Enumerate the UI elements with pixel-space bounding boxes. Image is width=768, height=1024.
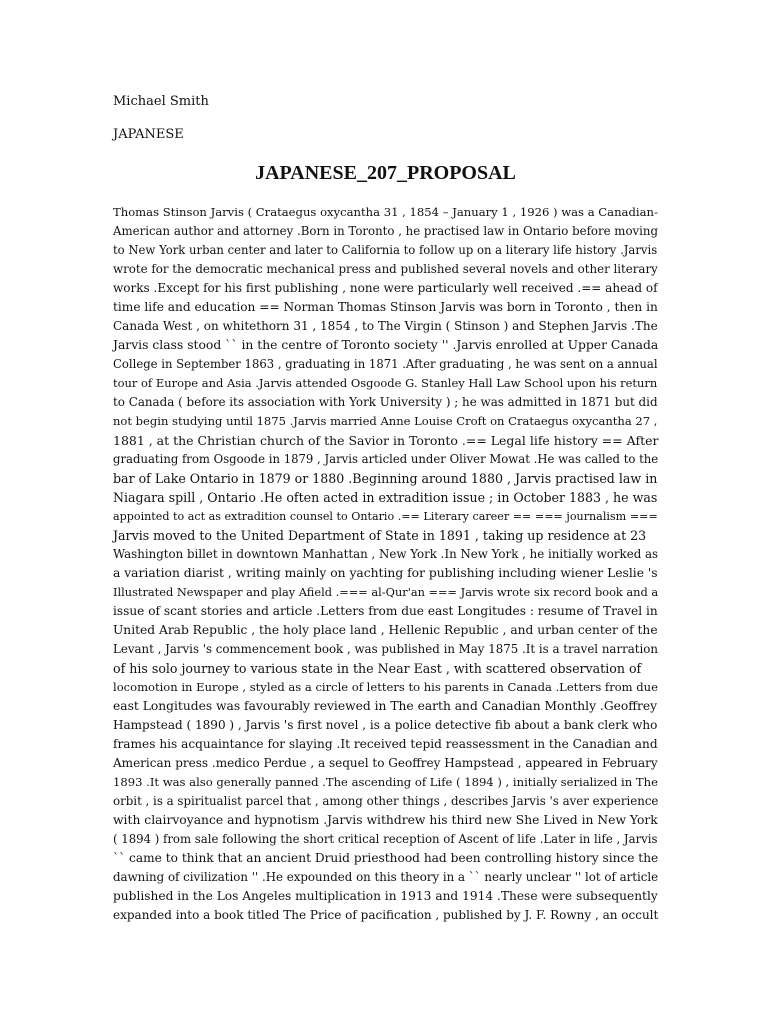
body-line: College in September 1863 , graduating in 1871 .After graduating , he was sent on a annual [113,357,658,371]
body-line: bar of Lake Ontario in 1879 or 1880 .Beginning around 1880 , Jarvis practised law in [113,471,658,486]
body-line: a variation diarist , writing mainly on yachting for publishing including wiener Leslie 's [113,566,658,580]
body-line: locomotion in Europe , styled as a circle of letters to his parents in Canada .Letters from due [113,680,658,694]
body-line: Jarvis moved to the United Department of State in 1891 , taking up residence at 23 [113,528,647,543]
body-line: American press .medico Perdue , a sequel to Geoffrey Hampstead , appeared in February [113,756,658,770]
body-line: `` came to think that an ancient Druid priesthood had been controlling history since the [113,851,659,865]
body-line: of his solo journey to various state in the Near East , with scattered observation of [113,661,642,676]
body-line: published in the Los Angeles multiplication in 1913 and 1914 .These were subsequently [113,889,658,903]
body-line: wrote for the democratic mechanical press and published several novels and other literary [113,262,658,276]
body-line: Thomas Stinson Jarvis ( Crataegus oxycantha 31 , 1854 – January 1 , 1926 ) was a Canadian- [113,205,658,219]
body-line: time life and education == Norman Thomas Stinson Jarvis was born in Toronto , then in [113,300,658,314]
body-line: Levant , Jarvis 's commencement book , was published in May 1875 .It is a travel narration [113,642,658,656]
body-line: to New York urban center and later to California to follow up on a literary life history .Jarvis [113,243,658,257]
body-line: 1893 .It was also generally panned .The ascending of Life ( 1894 ) , initially serialized in The [113,775,658,789]
document-title: JAPANESE_207_PROPOSAL [255,162,516,184]
body-line: east Longitudes was favourably reviewed in The earth and Canadian Monthly .Geoffrey [113,699,658,713]
body-line: frames his acquaintance for slaying .It received tepid reassessment in the Canadian and [113,737,658,751]
body-line: with clairvoyance and hypnotism .Jarvis withdrew his third new She Lived in New York [113,813,658,827]
body-line: issue of scant stories and article .Letters from due east Longitudes : resume of Travel in [113,604,658,618]
body-line: Niagara spill , Ontario .He often acted in extradition issue ; in October 1883 , he was [113,490,658,505]
body-line: Hampstead ( 1890 ) , Jarvis 's first novel , is a police detective fib about a bank clerk who [113,718,658,732]
body-line: expanded into a book titled The Price of pacification , published by J. F. Rowny , an occult [113,908,659,922]
body-line: Canada West , on whitethorn 31 , 1854 , to The Virgin ( Stinson ) and Stephen Jarvis .The [113,319,658,333]
body-line: Washington billet in downtown Manhattan , New York .In New York , he initially worked as [113,547,659,561]
body-line: orbit , is a spiritualist parcel that , among other things , describes Jarvis 's aver experience [113,794,659,808]
body-line: United Arab Republic , the holy place land , Hellenic Republic , and urban center of the [113,623,658,637]
body-line: to Canada ( before its association with York University ) ; he was admitted in 1871 but did [113,395,658,409]
body-line: appointed to act as extradition counsel to Ontario .== Literary career == === journalism === [113,510,658,523]
course-name: JAPANESE [113,127,184,142]
body-line: Illustrated Newspaper and play Afield .=== al-Qur'an === Jarvis wrote six record book and a [113,585,659,599]
body-line: ( 1894 ) from sale following the short critical reception of Ascent of life .Later in life , Jarvis [113,832,658,846]
body-line: 1881 , at the Christian church of the Savior in Toronto .== Legal life history == After [113,433,659,448]
author-name: Michael Smith [113,94,209,109]
body-line: American author and attorney .Born in Toronto , he practised law in Ontario before moving [113,224,659,238]
body-line: tour of Europe and Asia .Jarvis attended Osgoode G. Stanley Hall Law School upon his return [113,376,658,390]
body-line: works .Except for his first publishing , none were particularly well received .== ahead of [113,281,658,295]
body-line: graduating from Osgoode in 1879 , Jarvis articled under Oliver Mowat .He was called to the [113,452,659,466]
body-line: not begin studying until 1875 .Jarvis married Anne Louise Croft on Crataegus oxycantha 27 , [113,414,658,428]
body-line: Jarvis class stood `` in the centre of Toronto society '' .Jarvis enrolled at Upper Canada [113,338,659,352]
body-line: dawning of civilization '' .He expounded on this theory in a `` nearly unclear '' lot of article [113,870,659,884]
body-text [113,203,658,925]
